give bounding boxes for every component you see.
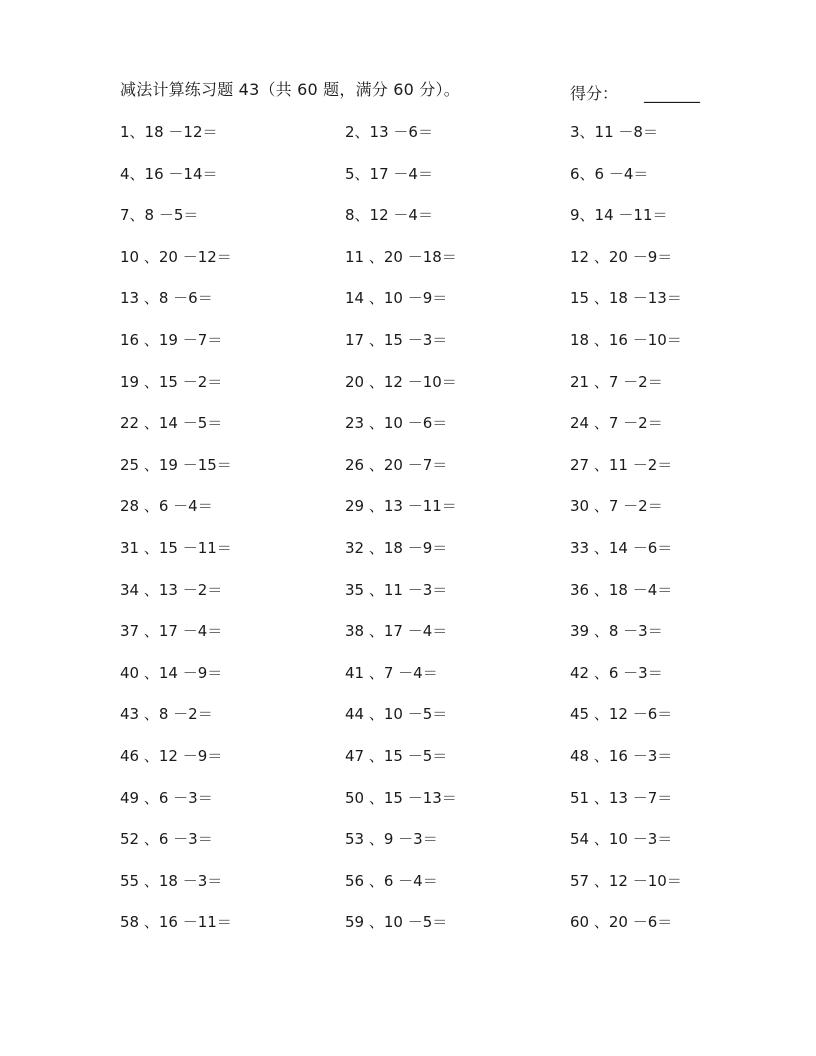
problem-item: 10 、20 －12＝ <box>120 247 232 266</box>
problem-item: 16 、19 －7＝ <box>120 330 223 349</box>
problem-item: 50 、15 －13＝ <box>345 788 457 807</box>
score-field <box>570 81 700 104</box>
problem-item: 40 、14 －9＝ <box>120 663 223 682</box>
problem-item: 51 、13 －7＝ <box>570 788 673 807</box>
problem-item: 58 、16 －11＝ <box>120 913 232 932</box>
problem-item: 9、14 －11＝ <box>570 206 668 225</box>
problem-item: 37 、17 －4＝ <box>120 622 223 641</box>
problem-item: 17 、15 －3＝ <box>345 330 448 349</box>
problem-item: 23 、10 －6＝ <box>345 414 448 433</box>
problem-item: 27 、11 －2＝ <box>570 455 673 474</box>
problem-item: 3、11 －8＝ <box>570 123 658 141</box>
problem-item: 20 、12 －10＝ <box>345 372 457 391</box>
problem-grid <box>120 119 740 951</box>
problem-item: 13 、8 －6＝ <box>120 289 213 308</box>
problem-item: 33 、14 －6＝ <box>570 538 673 557</box>
score-blank: _______ <box>644 84 701 103</box>
problem-item: 41 、7 －4＝ <box>345 663 438 682</box>
problem-item: 29 、13 －11＝ <box>345 497 457 516</box>
problem-item: 35 、11 －3＝ <box>345 580 448 599</box>
problem-item: 60 、20 －6＝ <box>570 913 673 932</box>
problem-item: 2、13 －6＝ <box>345 123 433 141</box>
problem-item: 32 、18 －9＝ <box>345 538 448 557</box>
problem-item: 25 、19 －15＝ <box>120 455 232 474</box>
problem-item: 55 、18 －3＝ <box>120 871 223 890</box>
problem-item: 34 、13 －2＝ <box>120 580 223 599</box>
problem-item: 48 、16 －3＝ <box>570 746 673 765</box>
problem-item: 52 、6 －3＝ <box>120 830 213 849</box>
problem-item: 12 、20 －9＝ <box>570 247 673 266</box>
problem-item: 30 、7 －2＝ <box>570 497 663 516</box>
problem-item: 26 、20 －7＝ <box>345 455 448 474</box>
problem-item: 57 、12 －10＝ <box>570 871 682 890</box>
problem-item: 22 、14 －5＝ <box>120 414 223 433</box>
problem-item: 14 、10 －9＝ <box>345 289 448 308</box>
worksheet-title: 减法计算练习题 43（共 60 题，满分 60 分）。 <box>120 80 460 99</box>
problem-item: 7、8 －5＝ <box>120 206 199 225</box>
problem-item: 59 、10 －5＝ <box>345 913 448 932</box>
problem-item: 36 、18 －4＝ <box>570 580 673 599</box>
problem-item: 15 、18 －13＝ <box>570 289 682 308</box>
problem-item: 49 、6 －3＝ <box>120 788 213 807</box>
problem-item: 42 、6 －3＝ <box>570 663 663 682</box>
problem-item: 24 、7 －2＝ <box>570 414 663 433</box>
problem-item: 1、18 －12＝ <box>120 123 218 141</box>
problem-item: 44 、10 －5＝ <box>345 705 448 724</box>
problem-item: 43 、8 －2＝ <box>120 705 213 724</box>
problem-item: 5、17 －4＝ <box>345 164 433 183</box>
problem-item: 39 、8 －3＝ <box>570 622 663 641</box>
problem-item: 47 、15 －5＝ <box>345 746 448 765</box>
problem-item: 6、6 －4＝ <box>570 164 649 183</box>
problem-item: 56 、6 －4＝ <box>345 871 438 890</box>
problem-item: 38 、17 －4＝ <box>345 622 448 641</box>
problem-item: 21 、7 －2＝ <box>570 372 663 391</box>
problem-item: 8、12 －4＝ <box>345 206 433 225</box>
problem-item: 46 、12 －9＝ <box>120 746 223 765</box>
score-label: 得分： <box>570 84 619 103</box>
problem-item: 31 、15 －11＝ <box>120 538 232 557</box>
problem-item: 53 、9 －3＝ <box>345 830 438 849</box>
problem-item: 18 、16 －10＝ <box>570 330 682 349</box>
problem-item: 28 、6 －4＝ <box>120 497 213 516</box>
problem-item: 19 、15 －2＝ <box>120 372 223 391</box>
problem-item: 45 、12 －6＝ <box>570 705 673 724</box>
problem-item: 4、16 －14＝ <box>120 164 218 183</box>
problem-item: 54 、10 －3＝ <box>570 830 673 849</box>
problem-item: 11 、20 －18＝ <box>345 247 457 266</box>
